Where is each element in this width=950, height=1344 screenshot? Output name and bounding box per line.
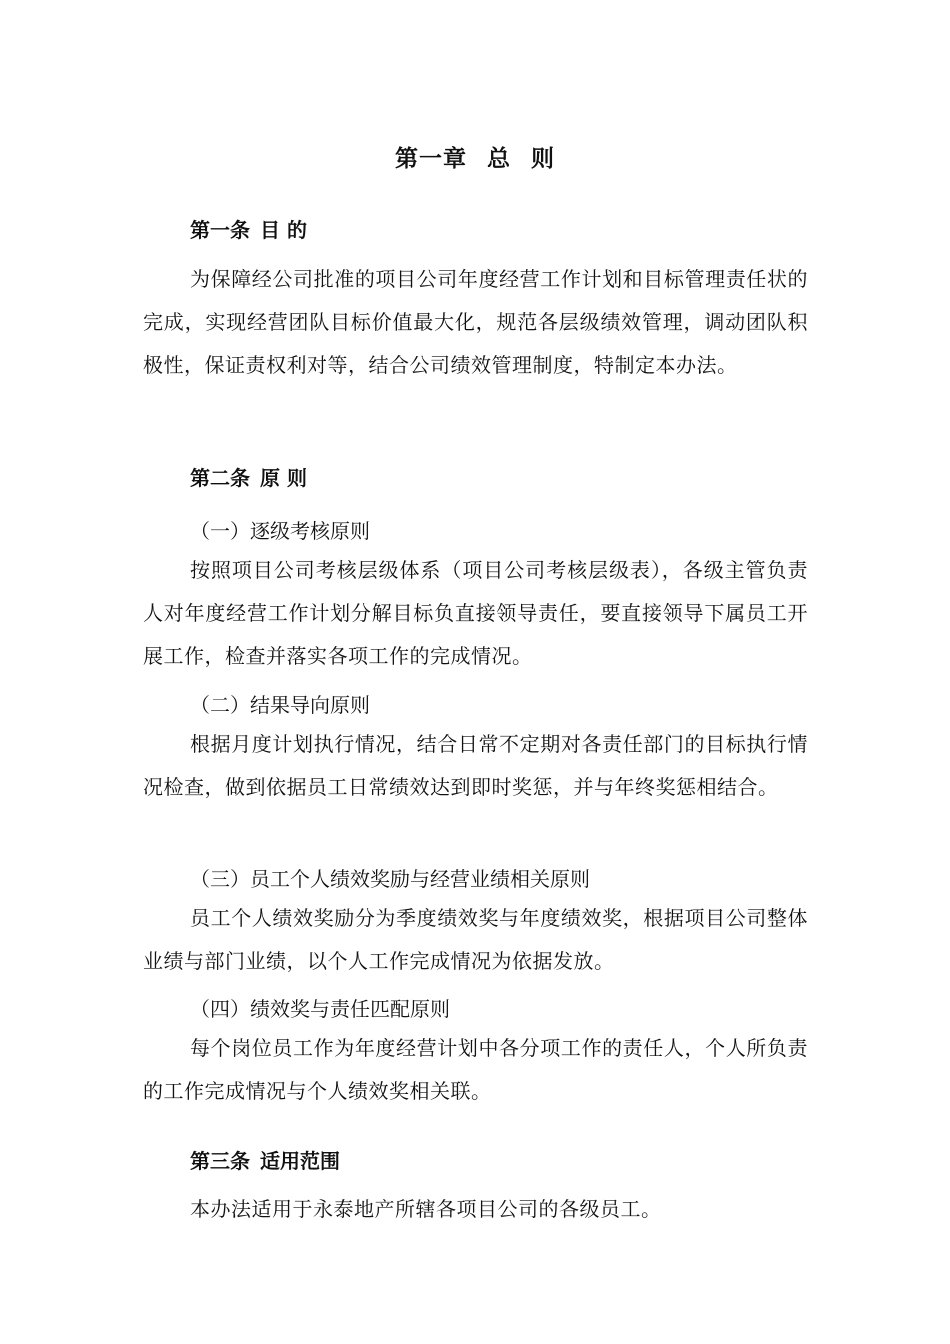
article-1-heading <box>190 214 307 243</box>
article-2-item-4-subtitle: （四）绩效奖与责任匹配原则 <box>190 997 450 1021</box>
article-3-number: 第三条 <box>190 1149 250 1173</box>
article-2-title: 原 则 <box>260 466 307 490</box>
article-1-title: 目 的 <box>260 218 307 242</box>
article-2-item-4-paragraph: 每个岗位员工作为年度经营计划中各分项工作的责任人，个人所负责的工作完成情况与个人绩效奖相关联。 <box>143 1036 808 1103</box>
article-2-item-3-paragraph: 员工个人绩效奖励分为季度绩效奖与年度绩效奖，根据项目公司整体业绩与部门业绩，以个人工作完成情况为依据发放。 <box>143 906 808 973</box>
chapter-title-char-2: 则 <box>531 145 555 172</box>
article-1-paragraph: 为保障经公司批准的项目公司年度经营工作计划和目标管理责任状的完成，实现经营团队目标价值最大化，规范各层级绩效管理，调动团队积极性，保证责权利对等，结合公司绩效管理制度，特制定本办法。 <box>143 267 808 377</box>
article-2-item-1-paragraph: 按照项目公司考核层级体系（项目公司考核层级表），各级主管负责人对年度经营工作计划分解目标负直接领导责任，要直接领导下属员工开展工作，检查并落实各项工作的完成情况。 <box>143 558 808 668</box>
article-2-heading <box>190 462 307 491</box>
article-2-item-3-subtitle: （三）员工个人绩效奖励与经营业绩相关原则 <box>190 867 590 891</box>
chapter-label: 第一章 <box>395 145 467 172</box>
article-2-item-2-paragraph: 根据月度计划执行情况，结合日常不定期对各责任部门的目标执行情况检查，做到依据员工日常绩效达到即时奖惩，并与年终奖惩相结合。 <box>143 732 808 799</box>
article-3-title: 适用范围 <box>260 1149 340 1173</box>
article-2-item-1-subtitle: （一）逐级考核原则 <box>190 519 370 543</box>
article-2-item-2-subtitle: （二）结果导向原则 <box>190 693 370 717</box>
article-3-heading <box>190 1145 340 1174</box>
article-3-paragraph: 本办法适用于永泰地产所辖各项目公司的各级员工。 <box>190 1197 662 1221</box>
article-2-number: 第二条 <box>190 466 250 490</box>
chapter-title <box>0 140 950 173</box>
chapter-title-char-1: 总 <box>487 145 511 172</box>
article-1-number: 第一条 <box>190 218 250 242</box>
